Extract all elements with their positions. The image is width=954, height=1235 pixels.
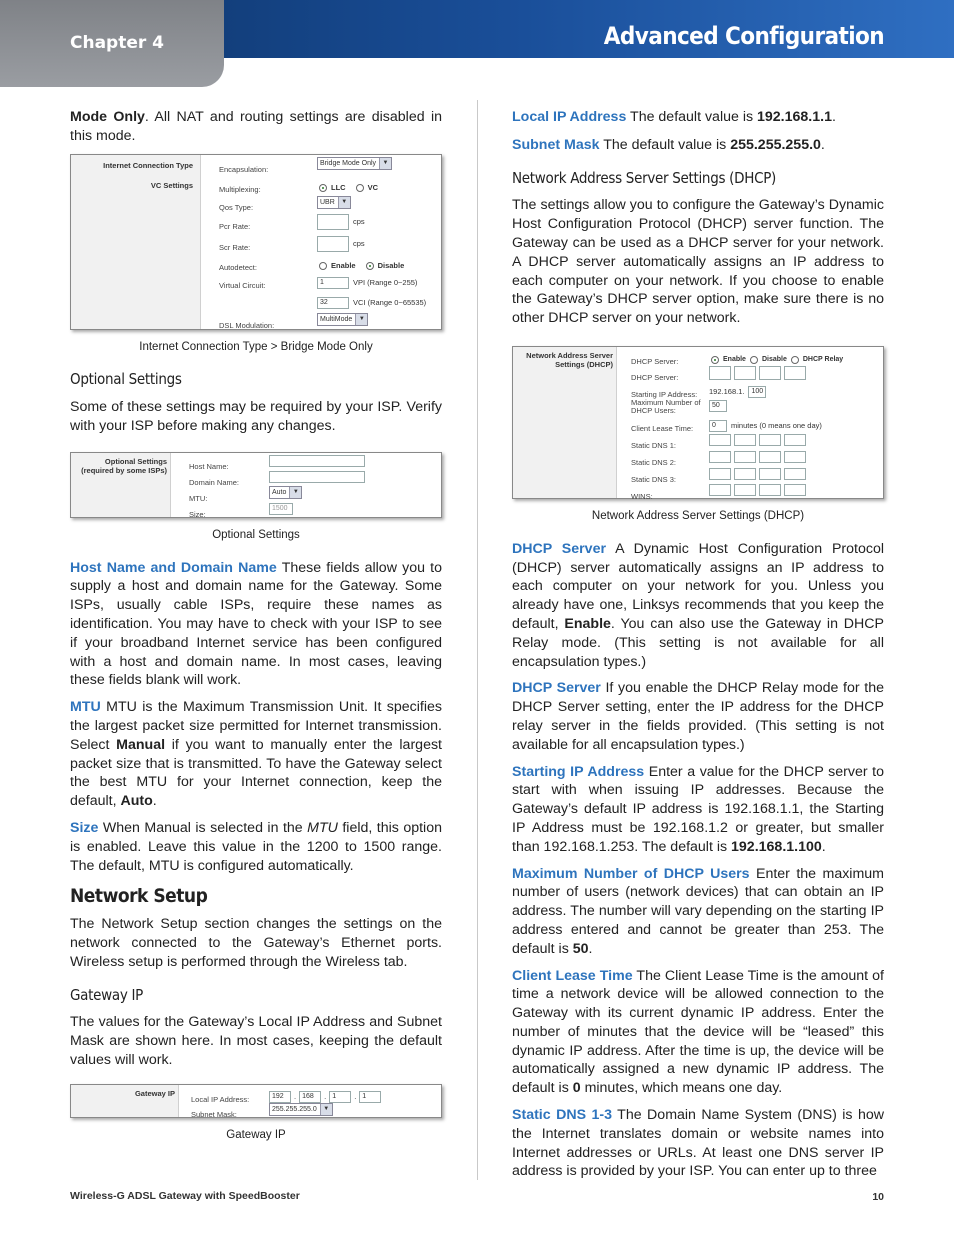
chevron-down-icon: ▼ bbox=[320, 1104, 332, 1115]
subnet-paragraph: Subnet Mask The default value is 255.255.255.0. bbox=[512, 136, 825, 153]
label-virtual-circuit: Virtual Circuit: bbox=[219, 280, 266, 290]
label-multiplexing: Multiplexing: bbox=[219, 184, 261, 194]
dhcp-heading: Network Address Server Settings (DHCP) bbox=[512, 168, 777, 187]
relay-octet-input[interactable] bbox=[759, 366, 781, 380]
scr-rate-input[interactable] bbox=[317, 236, 349, 252]
lease-time-unit: minutes (0 means one day) bbox=[731, 420, 822, 430]
intro-text: . All NAT and routing settings are disabled in this mode. bbox=[70, 109, 442, 144]
host-text: These fields allow you to supply a host and domain name for the Gateway. Some ISPs, usually cable ISPs, require these names as identification. You may have to check with your ISP to see if your broadband Internet service has been configured with a host and domain name. In most cases, leaving these fields blank will work. bbox=[70, 559, 443, 689]
starting-ip-text: Enter a value for the DHCP server to start with when issuing IP addresses. Because the Gateway’s default IP address is 192.168.1.1, the Starting IP Address must be 192.168.1.2 or greater, but smaller than 192.168.1.253. The default is bbox=[512, 763, 884, 855]
label-size: Size: bbox=[189, 509, 206, 519]
dhcp-relay-text: If you enable the DHCP Relay mode for the DHCP Server setting, enter the IP address for the DHCP relay server in the fields provided. (This setting is not available for all encapsulation types.) bbox=[512, 680, 885, 753]
wins-octet-input[interactable] bbox=[759, 484, 781, 496]
label-starting-ip: Starting IP Address: bbox=[631, 389, 698, 399]
dns2-octet-input[interactable] bbox=[709, 451, 731, 463]
enable-label: Enable bbox=[723, 355, 746, 363]
relay-octet-input[interactable] bbox=[709, 366, 731, 380]
size-text: When Manual is selected in the bbox=[98, 819, 308, 836]
host-paragraph bbox=[70, 559, 442, 691]
lease-time-default: 0 bbox=[572, 1080, 581, 1097]
dhcp-relay-keyword: DHCP Server bbox=[512, 680, 601, 697]
static-dns-paragraph bbox=[512, 1106, 884, 1181]
vci-range: VCI (Range 0~65535) bbox=[353, 297, 427, 307]
size-mtu-italic: MTU bbox=[307, 819, 338, 836]
relay-octet-input[interactable] bbox=[734, 366, 756, 380]
dns2-octet-input[interactable] bbox=[784, 451, 806, 463]
page-title: Advanced Configuration bbox=[603, 22, 884, 50]
vci-input[interactable]: 32 bbox=[317, 297, 349, 309]
size-paragraph bbox=[70, 819, 442, 875]
dns2-octet-input[interactable] bbox=[734, 451, 756, 463]
host-keyword: Host Name and Domain Name bbox=[70, 559, 277, 576]
label-max-dhcp-users: Maximum Number of DHCP Users: bbox=[631, 397, 701, 415]
optional-settings-heading: Optional Settings bbox=[70, 370, 182, 389]
dhcp-relay-radio[interactable] bbox=[791, 356, 799, 364]
disable-label: Disable bbox=[377, 260, 405, 270]
left-column bbox=[70, 108, 442, 1155]
label-gateway-ip: Gateway IP bbox=[134, 1088, 175, 1098]
vc-radio[interactable] bbox=[356, 184, 364, 192]
gateway-ip-heading: Gateway IP bbox=[70, 985, 144, 1004]
label-vc-settings: VC Settings bbox=[150, 180, 193, 190]
figure-bridge-mode bbox=[70, 154, 442, 330]
dhcp-server-keyword: DHCP Server bbox=[512, 540, 606, 557]
lease-time-keyword: Client Lease Time bbox=[512, 967, 633, 984]
lease-time-text: The Client Lease Time is the amount of time a network device will be allowed connection to the Gateway with its current dynamic IP address. Enter the number of minutes that the device will be “leased” this dynamic IP address. After the time is up, the device will be automatically assigned a new dynamic IP address. The default is bbox=[512, 967, 884, 1097]
starting-ip-prefix: 192.168.1. bbox=[709, 386, 745, 396]
mtu-keyword: MTU bbox=[70, 699, 101, 716]
figure-caption: Gateway IP bbox=[226, 1128, 286, 1141]
dns3-octet-input[interactable] bbox=[759, 468, 781, 480]
max-users-default: 50 bbox=[572, 940, 589, 957]
dhcp-text: The settings allow you to configure the Gateway’s Dynamic Host Configuration Protocol (DHCP) server function. The Gateway can be used as a DHCP server for your network. A DHCP server automatically assigns an IP address to each computer on your network. If you choose to enable the Gateway’s DHCP server option, make sure there is no other DHCP server on your network. bbox=[512, 197, 884, 327]
label-host-name: Host Name: bbox=[189, 461, 229, 471]
figure-caption: Optional Settings bbox=[212, 528, 300, 541]
dhcp-server-paragraph bbox=[512, 540, 884, 672]
domain-name-input[interactable] bbox=[269, 471, 365, 483]
vpi-input[interactable]: 1 bbox=[317, 277, 349, 289]
wins-octet-input[interactable] bbox=[709, 484, 731, 496]
figure-left-panel bbox=[513, 347, 617, 498]
subnet-mask-select[interactable] bbox=[269, 1103, 333, 1116]
subnet-text: The default value is bbox=[599, 136, 731, 153]
network-setup-heading: Network Setup bbox=[70, 885, 208, 908]
label-autodetect: Autodetect: bbox=[219, 262, 257, 272]
label-local-ip-address: Local IP Address: bbox=[191, 1094, 250, 1104]
host-name-input[interactable] bbox=[269, 455, 365, 467]
figure-caption: Internet Connection Type > Bridge Mode Only bbox=[139, 340, 373, 353]
lease-time-input[interactable]: 0 bbox=[709, 420, 727, 432]
figure-dhcp bbox=[512, 346, 884, 499]
dns3-octet-input[interactable] bbox=[784, 468, 806, 480]
label-static-dns-2: Static DNS 2: bbox=[631, 457, 677, 467]
local-ip-keyword: Local IP Address bbox=[512, 109, 627, 125]
label-internet-connection-type: Internet Connection Type bbox=[103, 160, 193, 170]
dns1-octet-input[interactable] bbox=[759, 434, 781, 446]
label-client-lease-time: Client Lease Time: bbox=[631, 423, 694, 433]
dsl-modulation-value: MultiMode bbox=[320, 315, 353, 323]
qos-select[interactable] bbox=[317, 196, 351, 209]
label-dhcp-server-relay: DHCP Server: bbox=[631, 372, 679, 382]
subnet-mask-value: 255.255.255.0 bbox=[272, 1105, 317, 1113]
starting-ip-default: 192.168.1.100 bbox=[731, 838, 822, 855]
dns1-octet-input[interactable] bbox=[709, 434, 731, 446]
label-scr-rate: Scr Rate: bbox=[219, 242, 251, 252]
disable-label: Disable bbox=[761, 355, 787, 363]
gateway-ip-text: The values for the Gateway’s Local IP Address and Subnet Mask are shown here. In most cases, keeping the default values will work. bbox=[70, 1014, 442, 1068]
label-subnet-mask: Subnet Mask: bbox=[191, 1109, 237, 1119]
chevron-down-icon: ▼ bbox=[338, 197, 350, 208]
dhcp-relay-paragraph bbox=[512, 679, 884, 754]
label-dhcp-settings: Network Address Server Settings (DHCP) bbox=[526, 350, 613, 369]
intro-keyword: Mode Only bbox=[70, 109, 145, 125]
local-ip-octet-1[interactable]: 192 bbox=[269, 1091, 291, 1103]
label-mtu: MTU: bbox=[189, 493, 208, 503]
local-ip-paragraph: Local IP Address The default value is 192.168.1.1. bbox=[512, 109, 836, 125]
label-encapsulation: Encapsulation: bbox=[219, 164, 269, 174]
lease-time-paragraph bbox=[512, 967, 884, 1099]
mtu-text: MTU is the Maximum Transmission Unit. It specifies the largest packet size permitted for Internet transmission. Select bbox=[70, 699, 442, 753]
pcr-unit: cps bbox=[353, 216, 365, 226]
mtu-auto: Auto bbox=[120, 793, 153, 810]
intro-paragraph bbox=[70, 108, 442, 146]
dns1-octet-input[interactable] bbox=[784, 434, 806, 446]
relay-octet-input[interactable] bbox=[784, 366, 806, 380]
dsl-modulation-select[interactable] bbox=[317, 313, 368, 326]
autodetect-enable-radio[interactable] bbox=[319, 262, 327, 270]
vc-label: VC bbox=[367, 182, 379, 192]
mtu-value: Auto bbox=[272, 488, 287, 496]
max-users-input[interactable]: 50 bbox=[709, 400, 727, 412]
chevron-down-icon: ▼ bbox=[289, 487, 301, 498]
dhcp-disable-radio[interactable] bbox=[750, 356, 758, 364]
mtu-select[interactable] bbox=[269, 486, 302, 499]
dns1-octet-input[interactable] bbox=[734, 434, 756, 446]
dhcp-server-text: A Dynamic Host Configuration Protocol (DHCP) server automatically assigns an IP address to each computer on your network for you. Unless you already have one, Linksys recommends that you keep the default, bbox=[512, 540, 884, 632]
label-optional-settings: Optional Settings (required by some ISPs) bbox=[81, 456, 167, 475]
figure-caption: Network Address Server Settings (DHCP) bbox=[591, 509, 805, 522]
size-keyword: Size bbox=[70, 819, 99, 836]
wins-octet-input[interactable] bbox=[784, 484, 806, 496]
dns3-octet-input[interactable] bbox=[709, 468, 731, 480]
relay-label: DHCP Relay bbox=[802, 355, 844, 363]
vpi-range: VPI (Range 0~255) bbox=[353, 277, 418, 287]
chevron-down-icon: ▼ bbox=[355, 314, 367, 325]
label-static-dns-1: Static DNS 1: bbox=[631, 440, 677, 450]
label-pcr-rate: Pcr Rate: bbox=[219, 221, 251, 231]
autodetect-disable-radio[interactable] bbox=[366, 262, 374, 270]
dhcp-enable-radio[interactable] bbox=[711, 356, 719, 364]
max-users-paragraph: Maximum Number of DHCP Users Enter the maximum number of users (network devices) that can obtain an IP address. The number will vary depending on the starting IP address entered and cannot be greater than 253. The default is 50. bbox=[512, 865, 884, 957]
chapter-label: Chapter 4 bbox=[70, 33, 165, 53]
max-users-keyword: Maximum Number of DHCP Users bbox=[512, 865, 750, 882]
figure-gateway-ip: Gateway IP Local IP Address: 192 . 168 . 1 . 1 Subnet Mask: 255.255.255.0 ▼ bbox=[70, 1084, 442, 1118]
label-domain-name: Domain Name: bbox=[189, 477, 240, 487]
label-wins: WINS: bbox=[631, 491, 653, 501]
right-column bbox=[512, 108, 884, 1189]
local-ip-octet-3[interactable]: 1 bbox=[329, 1091, 351, 1103]
max-users-text: Enter the maximum number of users (network devices) that can obtain an IP address. The number will vary depending on the starting IP address entered and cannot be greater than 253. The default is bbox=[512, 865, 884, 957]
subnet-default: 255.255.255.0 bbox=[730, 136, 821, 153]
dhcp-server-enable: Enable bbox=[564, 615, 611, 632]
column-divider bbox=[477, 100, 478, 1180]
label-static-dns-3: Static DNS 3: bbox=[631, 474, 677, 484]
starting-ip-keyword: Starting IP Address bbox=[512, 763, 645, 780]
dhcp-server-text: . You can also use the Gateway in DHCP Relay mode. (This setting is not available for all encapsulation types.) bbox=[512, 615, 885, 670]
footer-product-name: Wireless-G ADSL Gateway with SpeedBooster bbox=[70, 1190, 300, 1202]
mtu-text: if you want to manually enter the largest packet size that is transmitted. To have the Gateway select the best MTU for your Internet connection, keep the default, bbox=[70, 736, 442, 810]
llc-label: LLC bbox=[331, 182, 346, 192]
dns2-octet-input[interactable] bbox=[759, 451, 781, 463]
llc-radio[interactable] bbox=[319, 184, 327, 192]
encapsulation-select[interactable] bbox=[317, 157, 392, 170]
enable-label: Enable bbox=[331, 260, 356, 270]
static-dns-text: The Domain Name System (DNS) is how the Internet translates domain or website names into Internet addresses or URLs. At least one DNS server IP address is provided by your ISP. You can enter up to three bbox=[512, 1107, 884, 1180]
size-text: field, this option is enabled. Leave this value in the 1200 to 1500 range. The default, MTU is configured automatically. bbox=[70, 819, 442, 874]
label-qos-type: Qos Type: bbox=[219, 202, 254, 212]
page-number: 10 bbox=[872, 1191, 884, 1203]
chevron-down-icon: ▼ bbox=[379, 158, 391, 169]
mtu-manual: Manual bbox=[116, 736, 166, 753]
static-dns-keyword: Static DNS 1-3 bbox=[512, 1107, 612, 1124]
starting-ip-paragraph: Starting IP Address Enter a value for the DHCP server to start with when issuing IP addresses. Because the Gateway’s default IP address is 192.168.1.1, the Starting IP Address must be 192.168.1.2 or greater, but smaller than 192.168.1.253. The default is 192.168.1.100. bbox=[512, 763, 884, 855]
figure-optional-settings bbox=[70, 452, 442, 518]
starting-ip-input[interactable]: 100 bbox=[748, 386, 766, 398]
label-dhcp-server: DHCP Server: bbox=[631, 356, 679, 366]
qos-value: UBR bbox=[320, 198, 335, 206]
mtu-text: . bbox=[152, 793, 157, 810]
encapsulation-value: Bridge Mode Only bbox=[320, 159, 377, 167]
wins-octet-input[interactable] bbox=[734, 484, 756, 496]
optional-settings-text: Some of these settings may be required by your ISP. Verify with your ISP before making any changes. bbox=[70, 399, 442, 434]
local-ip-default: 192.168.1.1 bbox=[757, 109, 832, 125]
subnet-keyword: Subnet Mask bbox=[512, 136, 600, 153]
mtu-paragraph bbox=[70, 698, 442, 811]
label-dsl-modulation: DSL Modulation: bbox=[219, 320, 275, 330]
local-ip-text: The default value is bbox=[626, 109, 758, 125]
lease-time-text: minutes, which means one day. bbox=[580, 1080, 783, 1097]
local-ip-octet-4[interactable]: 1 bbox=[359, 1091, 381, 1103]
scr-unit: cps bbox=[353, 238, 365, 248]
dns3-octet-input[interactable] bbox=[734, 468, 756, 480]
network-setup-text: The Network Setup section changes the settings on the network connected to the Gateway’s Ethernet ports. Wireless setup is performed through the Wireless tab. bbox=[70, 916, 442, 970]
local-ip-octet-2[interactable]: 168 bbox=[299, 1091, 321, 1103]
pcr-rate-input[interactable] bbox=[317, 214, 349, 230]
size-input[interactable]: 1500 bbox=[269, 503, 293, 515]
